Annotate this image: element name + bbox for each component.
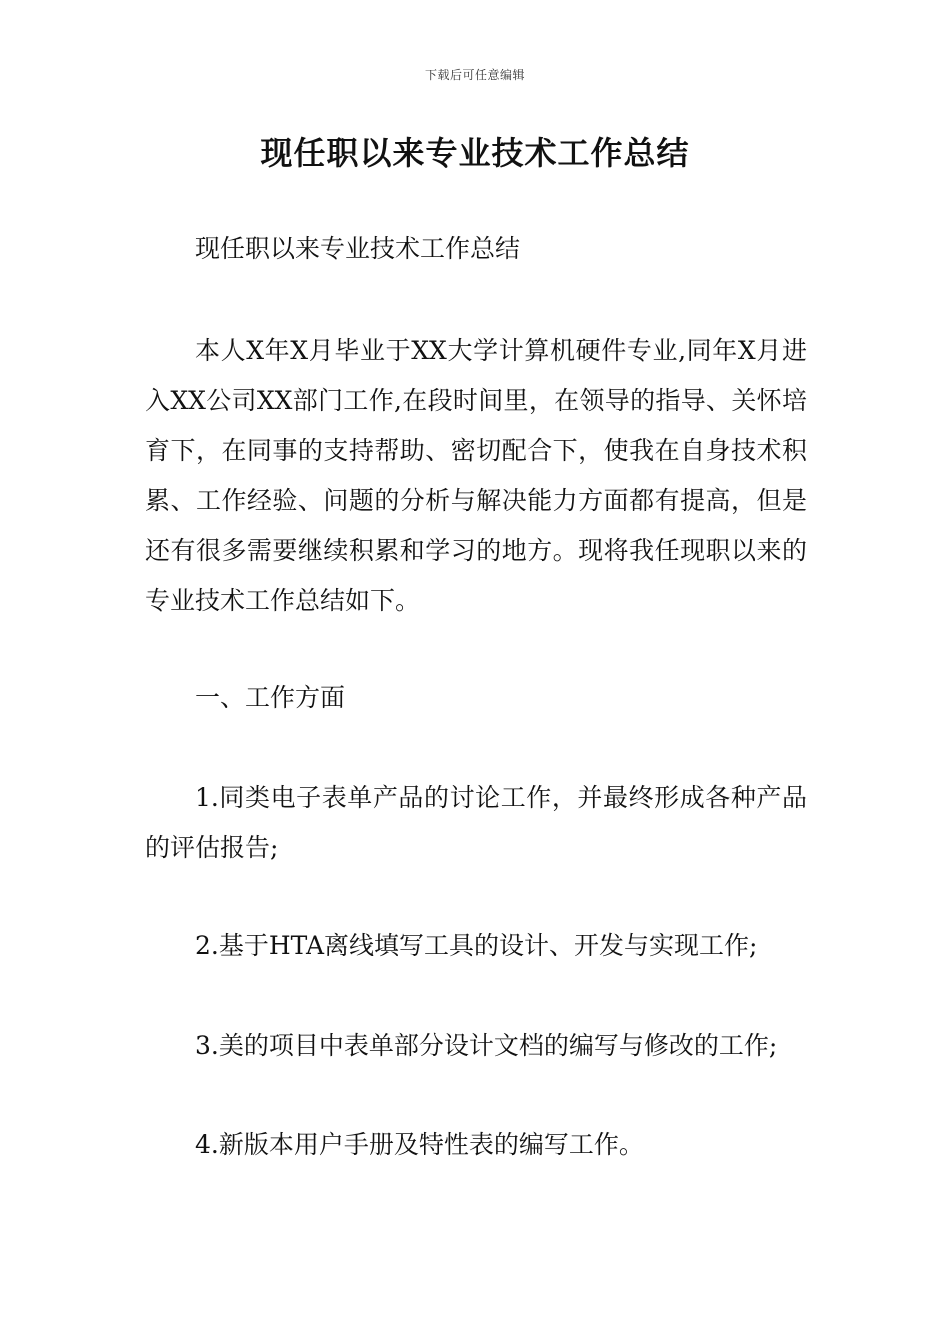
intro-paragraph: 本人X年X月毕业于XX大学计算机硬件专业,同年X月进入XX公司XX部门工作,在段时间里，在领导的指导、关怀培育下，在同事的支持帮助、密切配合下，使我在自身技术积累、工作经验、问题的分析与解决能力方面都有提高，但是还有很多需要继续积累和学习的地方。现将我任现职以来的专业技术工作总结如下。	[145, 336, 807, 615]
document-subtitle: 现任职以来专业技术工作总结	[195, 234, 521, 263]
work-item: 1.同类电子表单产品的讨论工作，并最终形成各种产品的评估报告;	[145, 783, 807, 862]
page-header-note: 下载后可任意编辑	[424, 68, 525, 82]
section-heading-work: 一、工作方面	[195, 683, 346, 712]
work-item: 4.新版本用户手册及特性表的编写工作。	[195, 1130, 644, 1159]
work-item: 2.基于HTA离线填写工具的设计、开发与实现工作;	[195, 931, 758, 960]
work-item: 3.美的项目中表单部分设计文档的编写与修改的工作;	[195, 1031, 778, 1060]
document-title: 现任职以来专业技术工作总结	[260, 134, 690, 172]
